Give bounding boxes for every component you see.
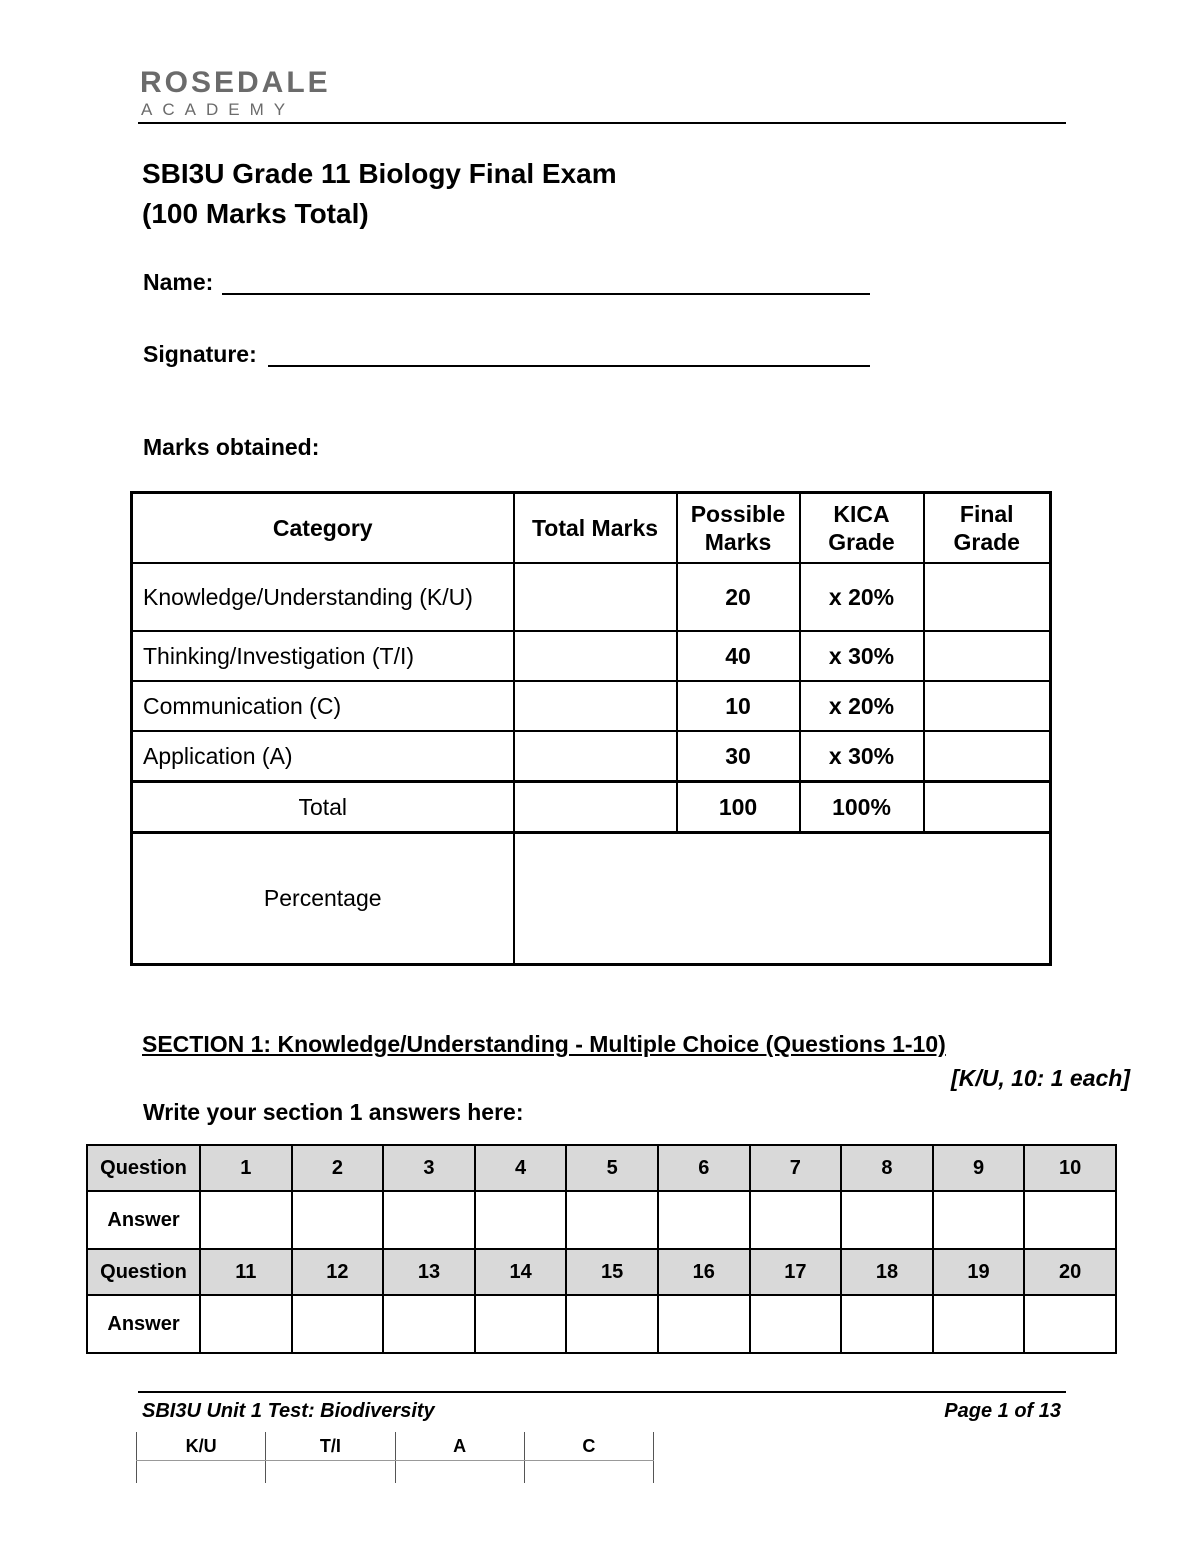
question-number: 3 — [383, 1145, 475, 1191]
question-number: 6 — [658, 1145, 750, 1191]
question-row-label: Question — [87, 1145, 200, 1191]
header-rule — [138, 122, 1066, 124]
kica-summary-table — [136, 1432, 654, 1483]
footer-rule — [138, 1391, 1066, 1393]
total-marks-cell[interactable] — [514, 731, 677, 781]
question-number: 16 — [658, 1249, 750, 1295]
possible-marks-cell: 10 — [677, 681, 800, 731]
kica-ku-header: K/U — [137, 1432, 266, 1461]
question-row — [87, 1145, 1116, 1191]
final-grade-cell[interactable] — [924, 563, 1051, 631]
exam-title: SBI3U Grade 11 Biology Final Exam — [142, 158, 617, 189]
question-number: 11 — [200, 1249, 292, 1295]
answer-cell[interactable] — [1024, 1295, 1116, 1353]
question-number: 2 — [292, 1145, 384, 1191]
header-possible-marks: Possible Marks — [677, 493, 800, 564]
answer-cell[interactable] — [841, 1295, 933, 1353]
kica-a-header: A — [395, 1432, 524, 1461]
final-grade-cell[interactable] — [924, 631, 1051, 681]
answer-cell[interactable] — [383, 1295, 475, 1353]
header-kica-grade: KICA Grade — [800, 493, 924, 564]
signature-field[interactable] — [268, 365, 870, 367]
possible-marks-cell: 40 — [677, 631, 800, 681]
total-row — [132, 781, 1051, 832]
answer-row-label: Answer — [87, 1191, 200, 1249]
question-row — [87, 1249, 1116, 1295]
answer-row-label: Answer — [87, 1295, 200, 1353]
answer-row — [87, 1191, 1116, 1249]
question-number: 18 — [841, 1249, 933, 1295]
kica-c-header: C — [524, 1432, 653, 1461]
question-number: 17 — [750, 1249, 842, 1295]
logo-academy: ACADEMY — [141, 100, 296, 119]
total-marks-cell[interactable] — [514, 781, 677, 832]
category-cell: Knowledge/Understanding (K/U) — [132, 563, 514, 631]
answer-cell[interactable] — [566, 1295, 658, 1353]
kica-ku-score[interactable] — [137, 1461, 266, 1484]
possible-marks-cell: 20 — [677, 563, 800, 631]
kica-cell: x 20% — [800, 563, 924, 631]
kica-ti-score[interactable] — [266, 1461, 395, 1484]
kica-cell: x 30% — [800, 731, 924, 781]
answer-row — [87, 1295, 1116, 1353]
question-number: 20 — [1024, 1249, 1116, 1295]
percentage-label: Percentage — [132, 832, 514, 964]
possible-marks-cell: 30 — [677, 731, 800, 781]
answer-cell[interactable] — [933, 1295, 1025, 1353]
category-cell: Application (A) — [132, 731, 514, 781]
signature-label: Signature: — [143, 341, 257, 367]
question-number: 5 — [566, 1145, 658, 1191]
total-possible-cell: 100 — [677, 781, 800, 832]
answers-instruction: Write your section 1 answers here: — [143, 1099, 524, 1125]
question-number: 14 — [475, 1249, 567, 1295]
table-row — [132, 563, 1051, 631]
question-number: 1 — [200, 1145, 292, 1191]
answer-cell[interactable] — [1024, 1191, 1116, 1249]
kica-cell: x 30% — [800, 631, 924, 681]
percentage-cell[interactable] — [514, 832, 1051, 964]
table-row — [132, 681, 1051, 731]
kica-cell: x 20% — [800, 681, 924, 731]
marks-table — [130, 491, 1052, 966]
kica-ti-header: T/I — [266, 1432, 395, 1461]
category-cell: Communication (C) — [132, 681, 514, 731]
final-grade-cell[interactable] — [924, 681, 1051, 731]
kica-a-score[interactable] — [395, 1461, 524, 1484]
question-number: 10 — [1024, 1145, 1116, 1191]
total-marks-cell[interactable] — [514, 563, 677, 631]
table-row — [132, 631, 1051, 681]
answer-cell[interactable] — [658, 1191, 750, 1249]
exam-subtitle: (100 Marks Total) — [142, 198, 369, 229]
name-field[interactable] — [222, 293, 870, 295]
total-kica-cell: 100% — [800, 781, 924, 832]
question-number: 9 — [933, 1145, 1025, 1191]
total-marks-cell[interactable] — [514, 681, 677, 731]
answer-cell[interactable] — [566, 1191, 658, 1249]
logo-rosedale: ROSEDALE — [140, 66, 331, 99]
total-marks-cell[interactable] — [514, 631, 677, 681]
footer-page-number: Page 1 of 13 — [944, 1400, 1061, 1422]
total-label: Total — [132, 781, 514, 832]
footer-test-title: SBI3U Unit 1 Test: Biodiversity — [142, 1400, 435, 1422]
question-number: 4 — [475, 1145, 567, 1191]
question-row-label: Question — [87, 1249, 200, 1295]
answer-cell[interactable] — [750, 1295, 842, 1353]
answer-cell[interactable] — [933, 1191, 1025, 1249]
answer-cell[interactable] — [200, 1295, 292, 1353]
question-number: 12 — [292, 1249, 384, 1295]
marks-table-header — [132, 493, 1051, 564]
answer-cell[interactable] — [475, 1295, 567, 1353]
header-final-grade: Final Grade — [924, 493, 1051, 564]
marks-obtained-label: Marks obtained: — [143, 434, 320, 460]
section-1-heading: SECTION 1: Knowledge/Understanding - Multiple Choice (Questions 1-10) — [142, 1031, 946, 1057]
question-number: 19 — [933, 1249, 1025, 1295]
name-label: Name: — [143, 269, 214, 295]
question-number: 7 — [750, 1145, 842, 1191]
final-grade-cell[interactable] — [924, 731, 1051, 781]
answer-cell[interactable] — [475, 1191, 567, 1249]
question-number: 13 — [383, 1249, 475, 1295]
question-number: 15 — [566, 1249, 658, 1295]
answer-cell[interactable] — [292, 1191, 384, 1249]
answer-cell[interactable] — [841, 1191, 933, 1249]
kica-c-score[interactable] — [524, 1461, 653, 1484]
answer-cell[interactable] — [658, 1295, 750, 1353]
category-cell: Thinking/Investigation (T/I) — [132, 631, 514, 681]
answer-cell[interactable] — [292, 1295, 384, 1353]
header-total-marks: Total Marks — [514, 493, 677, 564]
total-final-grade-cell[interactable] — [924, 781, 1051, 832]
answer-cell[interactable] — [200, 1191, 292, 1249]
answer-grid — [86, 1144, 1117, 1354]
section-1-marks-note: [K/U, 10: 1 each] — [951, 1065, 1130, 1091]
kica-header-row — [137, 1432, 654, 1461]
table-row — [132, 731, 1051, 781]
question-number: 8 — [841, 1145, 933, 1191]
answer-cell[interactable] — [383, 1191, 475, 1249]
answer-cell[interactable] — [750, 1191, 842, 1249]
kica-score-row — [137, 1461, 654, 1484]
percentage-row — [132, 832, 1051, 964]
header-category: Category — [132, 493, 514, 564]
